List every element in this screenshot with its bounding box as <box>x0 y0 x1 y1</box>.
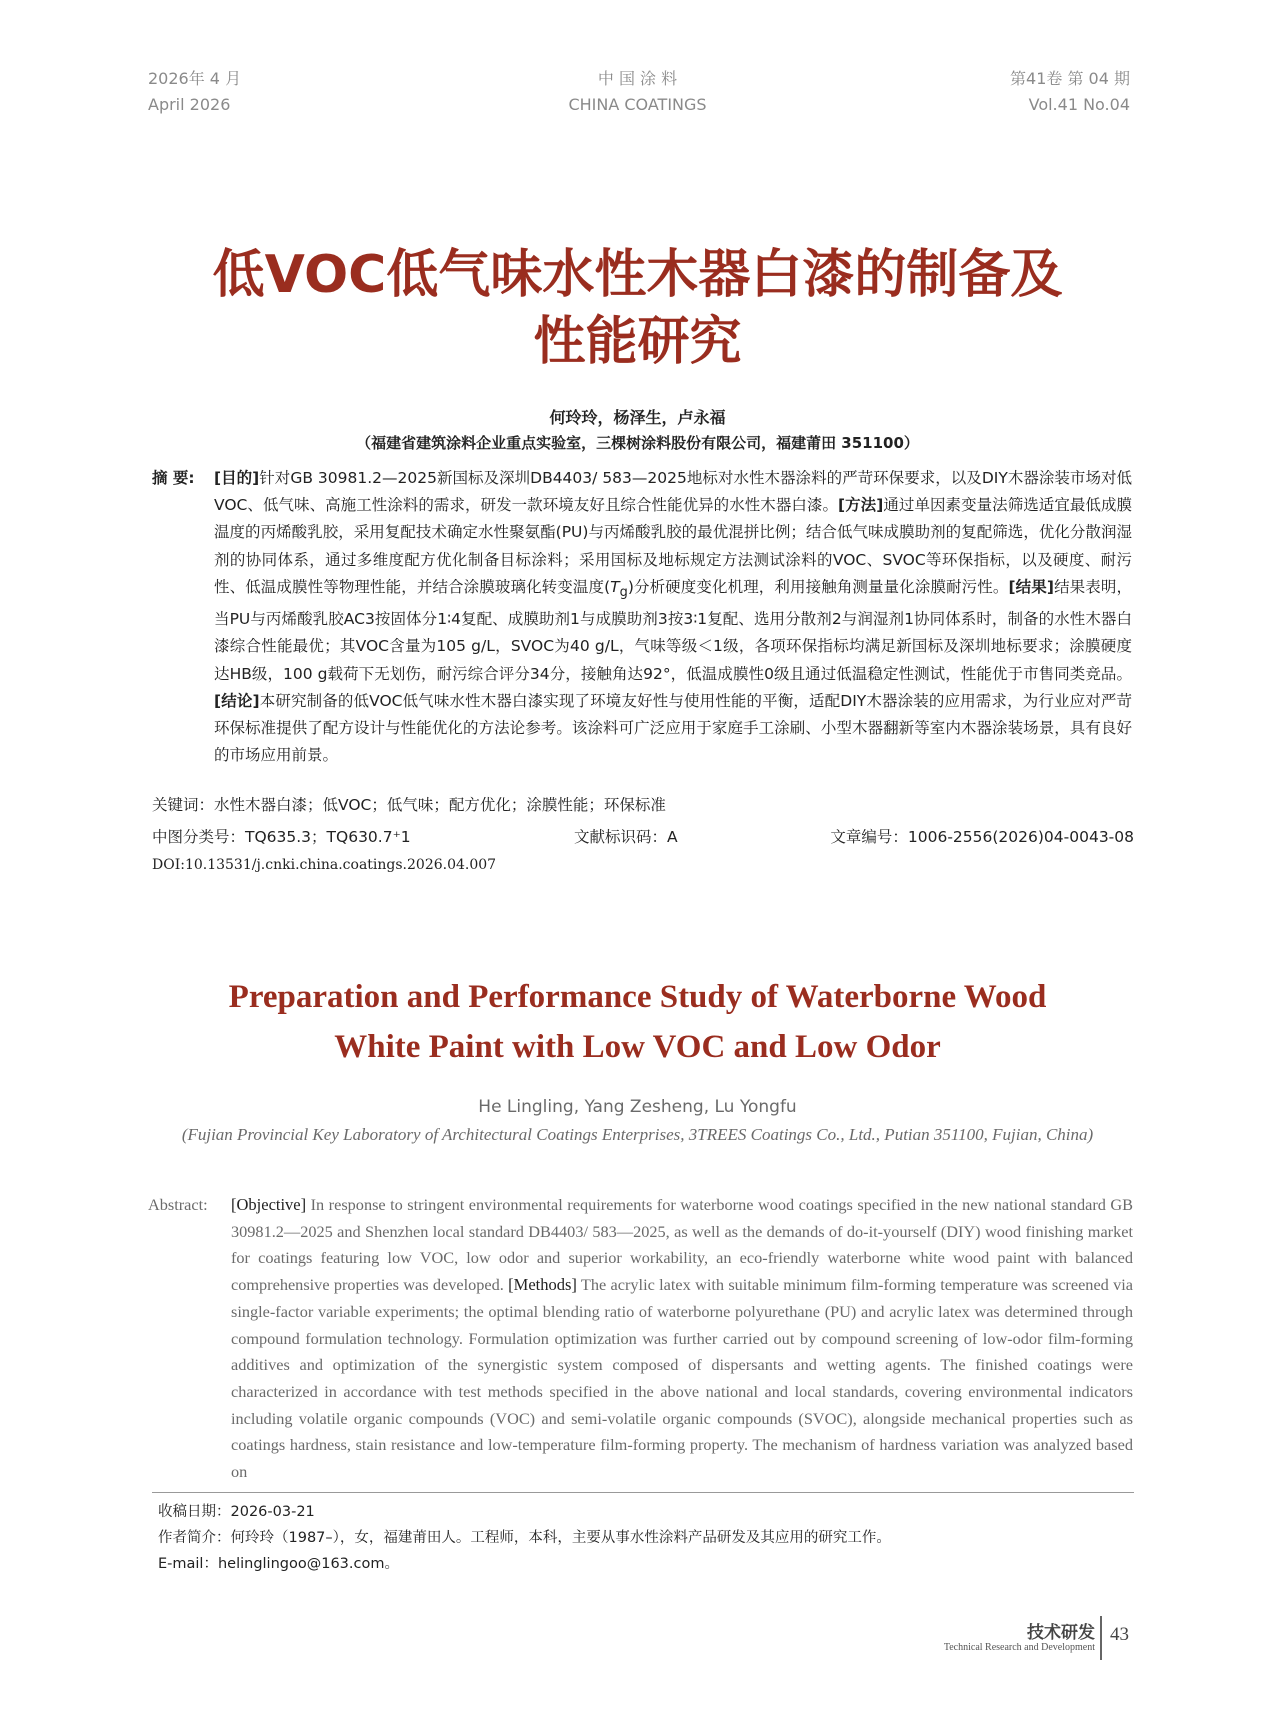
abstract-en <box>148 1192 1133 1486</box>
classification-row <box>152 825 1134 849</box>
conclusion-tag-zh: [结论] <box>214 691 260 710</box>
clc-number: 中图分类号：TQ635.3；TQ630.7⁺1 <box>152 828 411 846</box>
methods-text-en: The acrylic latex with suitable minimum film-forming temperature was screened via single-factor variable experiments; the optimal blending ratio of waterborne polyurethane (PU) and acrylic latex was determined through compound formulation technology. Formulation optimization was further carried out by compound screening of low-odor film-forming additives and optimization of the synergistic system composed of dispersants and wetting agents. The finished coatings were characterized in accordance with test methods specified in the above national and local standards, covering environmental indicators including volatile organic compounds (VOC) and semi-volatile organic compounds (SVOC), alongside mechanical properties such as coatings hardness, stain resistance and low-temperature film-forming property. The mechanism of hardness variation was analyzed based on <box>231 1275 1134 1482</box>
results-tag-zh: [结果] <box>1008 577 1054 596</box>
title-en-line1: Preparation and Performance Study of Waterborne Wood <box>228 979 1047 1015</box>
section-label-en: Technical Research and Development <box>943 1642 1095 1653</box>
conclusion-text-zh: 本研究制备的低VOC低气味水性木器白漆实现了环境友好性与使用性能的平衡，适配DIY木器涂装的应用需求，为行业应对严苛环保标准提供了配方设计与性能优化的方法论参考。该涂料可广泛应用于家庭手工涂刷、小型木器翻新等室内木器涂装场景，具有良好的市场应用前景。 <box>214 691 1132 765</box>
header-journal-en: CHINA COATINGS <box>568 95 707 114</box>
affiliation-en: (Fujian Provincial Key Laboratory of Architectural Coatings Enterprises, 3TREES Coatings Co., Ltd., Putian 351100, Fujian, China) <box>181 1125 1094 1144</box>
header-volume-en: Vol.41 No.04 <box>1028 95 1130 114</box>
abstract-zh-body <box>214 465 1132 769</box>
header-volume <box>1010 66 1130 118</box>
title-zh <box>100 242 1175 376</box>
abstract-en-label: Abstract: <box>148 1195 208 1214</box>
document-code: 文献标识码：A <box>574 828 678 846</box>
objective-tag-en: [Objective] <box>231 1195 307 1214</box>
footnote-divider <box>152 1492 1134 1493</box>
tg-symbol: T <box>610 577 620 596</box>
keywords-zh: 关键词：水性木器白漆；低VOC；低气味；配方优化；涂膜性能；环保标准 <box>152 796 666 814</box>
tg-subscript: g <box>619 584 628 600</box>
methods-tag-en: [Methods] <box>508 1275 577 1295</box>
section-label-zh: 技术研发 <box>1027 1623 1095 1643</box>
authors-zh: 何玲玲，杨泽生，卢永福 <box>549 408 726 427</box>
section-divider <box>1100 1616 1102 1660</box>
doi: DOI:10.13531/j.cnki.china.coatings.2026.04.007 <box>152 857 497 873</box>
methods-tag-zh: [方法] <box>838 496 884 515</box>
authors-en: He Lingling, Yang Zesheng, Lu Yongfu <box>478 1097 797 1117</box>
abstract-zh <box>152 465 1132 769</box>
title-en <box>60 972 1215 1072</box>
header-date-en-text: April 2026 <box>148 95 231 114</box>
abstract-zh-label: 摘 要: <box>152 469 195 487</box>
affiliation-zh: （福建省建筑涂料企业重点实验室，三棵树涂料股份有限公司，福建莆田 351100） <box>356 434 919 452</box>
article-number: 文章编号：1006-2556(2026)04-0043-08 <box>830 828 1134 846</box>
title-en-line2: White Paint with Low VOC and Low Odor <box>334 1029 941 1065</box>
title-zh-line2: 性能研究 <box>533 312 742 372</box>
abstract-en-body <box>231 1192 1133 1486</box>
title-zh-line1: 低VOC低气味水性木器白漆的制备及 <box>212 245 1063 305</box>
methods-text-zh-end: )分析硬度变化机理，利用接触角测量量化涂膜耐污性。 <box>627 577 1009 596</box>
methods-text-zh: 通过单因素变量法筛选适宜最低成膜温度的丙烯酸乳胶，采用复配技术确定水性聚氨酯(PU)与丙烯酸乳胶的最优混拼比例；结合低气味成膜助剂的复配筛选，优化分散润湿剂的协同体系，通过多维度配方优化制备目标涂料；采用国标及地标规定方法测试涂料的VOC、SVOC等环保指标，以及硬度、耐污性、低温成膜性等物理性能，并结合涂膜玻璃化转变温度( <box>214 496 1132 596</box>
author-email: E-mail：helinglingoo@163.com。 <box>158 1556 399 1572</box>
objective-tag-zh: [目的] <box>214 469 260 487</box>
objective-text-en: In response to stringent environmental requirements for waterborne wood coatings specified in the new national standard GB 30981.2—2025 and Shenzhen local standard DB4403/ 583—2025, as well as the demands of do-it-yourself (DIY) wood finishing market for coatings featuring low VOC, low odor and superior workability, an eco-friendly waterborne white wood paint with balanced comprehensive properties was developed. <box>231 1195 1133 1295</box>
objective-text-zh: 针对GB 30981.2—2025新国标及深圳DB4403/ 583—2025地标对水性木器涂料的严苛环保要求，以及DIY木器涂装市场对低VOC、低气味、高施工性涂料的需求，研发一款环境友好且综合性能优异的水性木器白漆。 <box>214 469 1132 515</box>
page-number: 43 <box>1110 1624 1129 1645</box>
received-date: 收稿日期：2026-03-21 <box>158 1504 315 1520</box>
author-bio: 作者简介：何玲玲（1987–），女，福建莆田人。工程师，本科，主要从事水性涂料产品研发及其应用的研究工作。 <box>158 1530 891 1546</box>
header-journal-zh: 中 国 涂 料 <box>597 69 678 88</box>
header-date-zh-text: 2026年 4 月 <box>148 69 242 88</box>
header-volume-zh: 第41卷 第 04 期 <box>1010 69 1130 88</box>
results-text-zh: 结果表明，当PU与丙烯酸乳胶AC3按固体分1∶4复配、成膜助剂1与成膜助剂3按3∶1复配、选用分散剂2与润湿剂1协同体系时，制备的水性木器白漆综合性能最优；其VOC含量为105 g/L，SVOC为40 g/L，气味等级＜1级，各项环保指标均满足新国标及深圳地标要求；涂膜硬度达HB级，100 g载荷下无划伤，耐污综合评分34分，接触角达92°，低温成膜性0级且通过低温稳定性测试，性能优于市售同类竞品。 <box>214 577 1132 683</box>
